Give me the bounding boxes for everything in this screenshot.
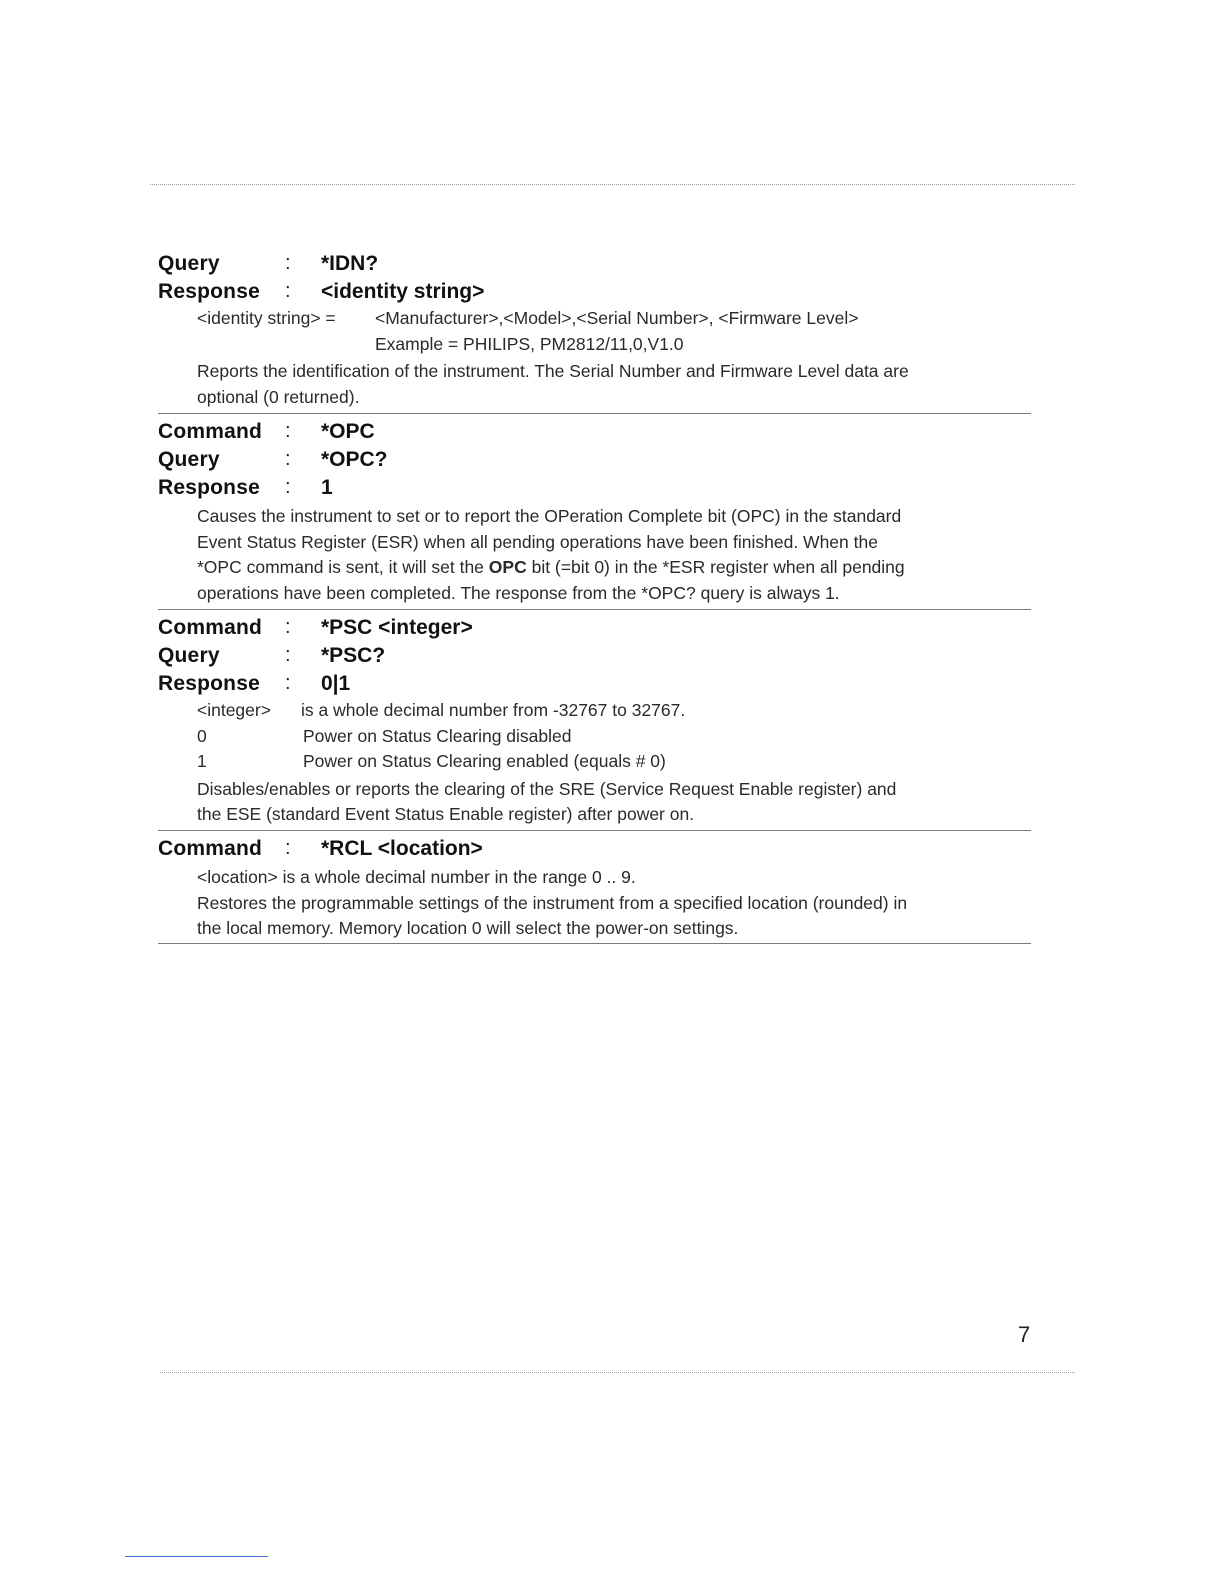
- argument: *OPC?: [321, 448, 388, 471]
- colon: :: [285, 420, 291, 442]
- example-text: Example = PHILIPS, PM2812/11,0,V1.0: [375, 333, 684, 354]
- colon: :: [285, 837, 291, 859]
- opc-entry: [158, 420, 1038, 606]
- argument: *PSC?: [321, 644, 386, 667]
- description-line: Disables/enables or reports the clearing of the SRE (Service Request Enable register) and: [197, 778, 897, 799]
- description-text: *OPC command is sent, it will set the: [197, 557, 489, 577]
- colon: :: [285, 672, 291, 694]
- idn-entry: [158, 252, 1038, 410]
- colon: :: [285, 644, 291, 666]
- description-line: [197, 555, 1038, 581]
- entry-separator: [158, 413, 1031, 414]
- rcl-entry: [158, 837, 1038, 942]
- parameter-name: 0: [197, 725, 207, 746]
- definition-value: <Manufacturer>,<Model>,<Serial Number>, <Firmware Level>: [375, 308, 859, 328]
- argument: <identity string>: [321, 280, 485, 303]
- keyword: Query: [158, 252, 220, 275]
- identity-example: [197, 334, 1038, 360]
- syntax-line: [158, 420, 1038, 448]
- parameter-row: [197, 700, 1038, 726]
- argument: 0|1: [321, 672, 351, 695]
- description-line: Restores the programmable settings of the instrument from a specified location (rounded) in: [197, 892, 908, 913]
- keyword: Command: [158, 420, 263, 443]
- definition-label: <identity string> =: [197, 308, 336, 328]
- colon: :: [285, 476, 291, 498]
- syntax-line: [158, 672, 1038, 700]
- top-dotted-rule: [150, 184, 1075, 185]
- description-line: optional (0 returned).: [197, 386, 360, 407]
- description-line: Event Status Register (ESR) when all pending operations have been finished. When the: [197, 531, 878, 552]
- colon: :: [285, 448, 291, 470]
- keyword: Response: [158, 672, 260, 695]
- keyword: Response: [158, 280, 260, 303]
- argument: *PSC <integer>: [321, 616, 473, 639]
- opc-bold-term: OPC: [488, 557, 527, 577]
- description-text: bit (=bit 0) in the *ESR register when all pending: [526, 557, 905, 577]
- keyword: Query: [158, 644, 220, 667]
- description-line: Causes the instrument to set or to report the OPeration Complete bit (OPC) in the standard: [197, 506, 902, 526]
- parameter-text: Power on Status Clearing disabled: [303, 725, 572, 746]
- argument: 1: [321, 476, 333, 499]
- entry-separator: [158, 943, 1031, 944]
- entry-separator: [158, 609, 1031, 610]
- psc-entry: [158, 616, 1038, 828]
- argument: *RCL <location>: [321, 837, 483, 860]
- bottom-dotted-rule: [160, 1372, 1075, 1373]
- keyword: Command: [158, 616, 263, 639]
- syntax-line: [158, 280, 1038, 308]
- parameter-text: Power on Status Clearing enabled (equals # 0): [303, 751, 666, 771]
- description-line: <location> is a whole decimal number in the range 0 .. 9.: [197, 867, 636, 887]
- description-line: Reports the identification of the instrument. The Serial Number and Firmware Level data are: [197, 361, 909, 381]
- keyword: Response: [158, 476, 260, 499]
- syntax-line: [158, 252, 1038, 280]
- parameter-text: is a whole decimal number from -32767 to 32767.: [301, 700, 686, 720]
- description-line: the local memory. Memory location 0 will select the power-on settings.: [197, 918, 739, 938]
- parameter-row: [197, 726, 1038, 752]
- description-line: operations have been completed. The response from the *OPC? query is always 1.: [197, 582, 840, 603]
- parameter-row: [197, 751, 1038, 777]
- colon: :: [285, 280, 291, 302]
- colon: :: [285, 252, 291, 274]
- syntax-line: [158, 837, 1038, 865]
- argument: *IDN?: [321, 252, 379, 275]
- keyword: Query: [158, 448, 220, 471]
- parameter-name: <integer>: [197, 700, 271, 720]
- description-line: the ESE (standard Event Status Enable register) after power on.: [197, 804, 695, 824]
- argument: *OPC: [321, 420, 375, 443]
- syntax-line: [158, 476, 1038, 504]
- syntax-line: [158, 644, 1038, 672]
- identity-definition: [197, 308, 1038, 334]
- colon: :: [285, 616, 291, 638]
- syntax-line: [158, 448, 1038, 476]
- keyword: Command: [158, 837, 263, 860]
- entry-separator: [158, 830, 1031, 831]
- syntax-line: [158, 616, 1038, 644]
- page-number: 7: [1018, 1322, 1031, 1347]
- parameter-name: 1: [197, 751, 207, 771]
- footer-link-underline: [125, 1556, 268, 1557]
